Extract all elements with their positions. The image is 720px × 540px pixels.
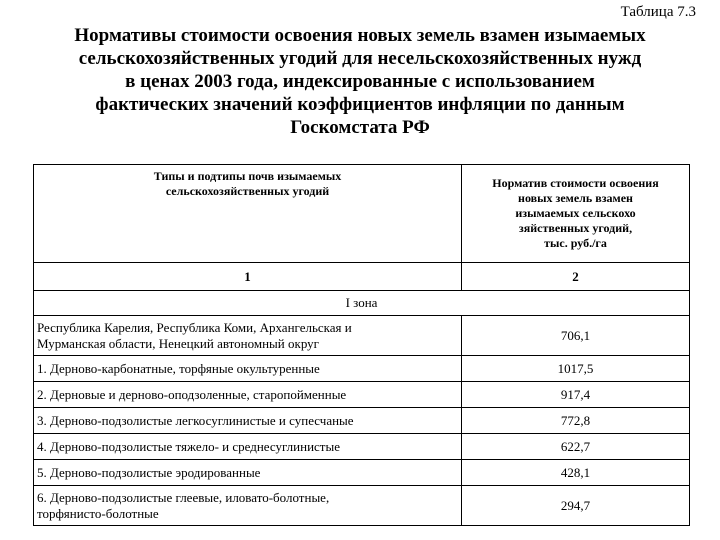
- title-line: фактических значений коэффициентов инфляции по данным: [95, 94, 625, 115]
- table-row: [34, 316, 690, 356]
- zone-row: [34, 291, 690, 316]
- table-row: [34, 460, 690, 486]
- norm-value-cell: 917,4: [462, 382, 690, 408]
- title-line: сельскохозяйственных угодий для несельскохозяйственных нужд: [78, 48, 642, 69]
- cell-line: Республика Карелия, Республика Коми, Архангельская и: [37, 319, 352, 335]
- soil-type-cell: 2. Дерновые и дерново-оподзоленные, старопойменные: [34, 382, 462, 408]
- header-line: зяйственных угодий,: [518, 221, 633, 235]
- zone-label: I зона: [34, 291, 690, 316]
- norm-value-cell: 622,7: [462, 434, 690, 460]
- soil-type-cell: 4. Дерново-подзолистые тяжело- и среднесуглинистые: [34, 434, 462, 460]
- table-row: [34, 356, 690, 382]
- table-row: [34, 434, 690, 460]
- header-line: изымаемых сельскохо: [515, 206, 636, 220]
- norms-table: [33, 164, 690, 526]
- norm-value-cell: 706,1: [462, 316, 690, 356]
- title-line: Нормативы стоимости освоения новых земель взамен изымаемых: [74, 25, 646, 46]
- cell-line: 6. Дерново-подзолистые глеевые, иловато-болотные,: [37, 489, 330, 505]
- table-number-label: Таблица 7.3: [620, 4, 696, 20]
- header-line: Норматив стоимости освоения: [492, 176, 659, 190]
- soil-type-cell: [34, 486, 462, 526]
- column-header-norm-cost: [462, 165, 690, 263]
- header-line: Типы и подтипы почв изымаемых: [153, 169, 342, 183]
- header-line: сельскохозяйственных угодий: [165, 184, 330, 198]
- norm-value-cell: 772,8: [462, 408, 690, 434]
- soil-type-cell: 1. Дерново-карбонатные, торфяные окультуренные: [34, 356, 462, 382]
- header-row: [34, 165, 690, 263]
- soil-type-cell: 3. Дерново-подзолистые легкосуглинистые и супесчаные: [34, 408, 462, 434]
- region-name-cell: [34, 316, 462, 356]
- document-title: [14, 24, 706, 139]
- table-row: [34, 382, 690, 408]
- norm-value-cell: 294,7: [462, 486, 690, 526]
- column-number-2: 2: [462, 263, 690, 291]
- soil-type-cell: 5. Дерново-подзолистые эродированные: [34, 460, 462, 486]
- norm-value-cell: 1017,5: [462, 356, 690, 382]
- column-number-1: 1: [34, 263, 462, 291]
- table-row: [34, 486, 690, 526]
- cell-line: торфянисто-болотные: [37, 505, 159, 521]
- header-line: тыс. руб./га: [544, 236, 607, 250]
- title-line: в ценах 2003 года, индексированные с использованием: [125, 71, 595, 92]
- title-line: Госкомстата РФ: [290, 117, 430, 138]
- column-number-row: [34, 263, 690, 291]
- cell-line: Мурманская области, Ненецкий автономный округ: [37, 335, 319, 351]
- norm-value-cell: 428,1: [462, 460, 690, 486]
- header-line: новых земель взамен: [518, 191, 633, 205]
- column-header-soil-types: [34, 165, 462, 263]
- table-row: [34, 408, 690, 434]
